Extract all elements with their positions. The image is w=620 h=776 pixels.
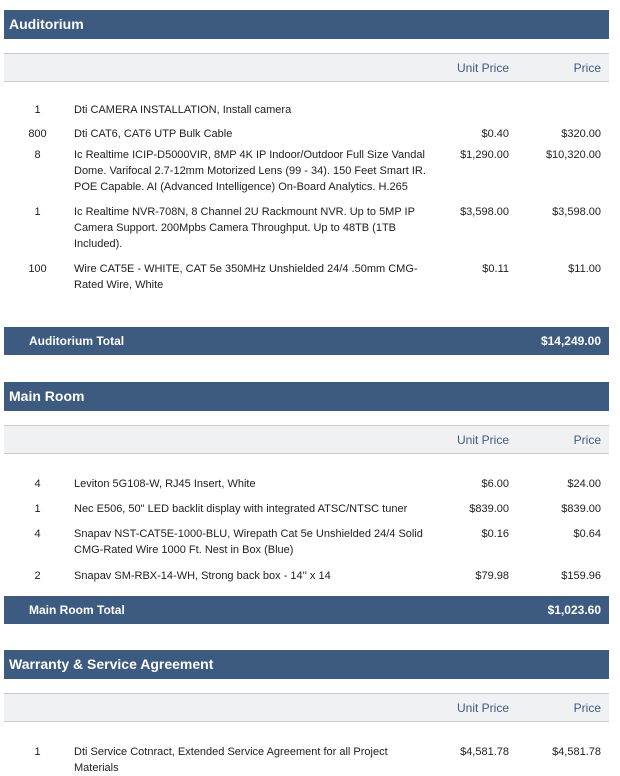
item-unit-price: $6.00 (481, 478, 509, 490)
total-label: Auditorium Total (29, 334, 125, 348)
item-unit-price: $79.98 (475, 570, 509, 582)
column-header (4, 53, 609, 82)
unit-price-header: Unit Price (456, 701, 509, 715)
section-warranty (4, 650, 609, 776)
item-price: $0.64 (573, 528, 601, 540)
total-label: Main Room Total (29, 603, 125, 617)
item-unit-price: $1,290.00 (460, 149, 509, 161)
section-title: Auditorium (4, 10, 609, 39)
column-header (4, 693, 609, 722)
total-amount: $14,249.00 (540, 334, 601, 348)
line-item (4, 102, 609, 118)
line-item (4, 204, 609, 252)
item-price: $839.00 (561, 503, 601, 515)
item-price: $24.00 (567, 478, 601, 490)
line-item (4, 147, 609, 195)
item-qty: 100 (28, 263, 47, 275)
price-header: Price (573, 433, 601, 447)
item-qty: 8 (34, 149, 41, 161)
item-description: Nec E506, 50" LED backlit display with integrated ATSC/NTSC tuner (74, 503, 408, 515)
section-title: Warranty & Service Agreement (4, 650, 609, 679)
line-item (4, 476, 609, 492)
column-header (4, 425, 609, 454)
item-description: Dti Service Cotnract, Extended Service Agreement for all Project Materials (74, 746, 388, 774)
item-unit-price: $0.40 (481, 128, 509, 140)
item-price: $4,581.78 (552, 746, 601, 758)
item-description: Ic Realtime NVR-708N, 8 Channel 2U Rackmount NVR. Up to 5MP IP Camera Support. 200Mpbs Camera Throughput. Up to 48TB (1TB Included). (74, 206, 415, 250)
item-description: Ic Realtime ICIP-D5000VIR, 8MP 4K IP Indoor/Outdoor Full Size Vandal Dome. Varifocal 2.7-12mm Motorized Lens (99 - 34). 150 Feet Smart IR. POE Capable. AI (Advanced Intelligence) On-Board Analytics. H.265 (74, 149, 426, 193)
unit-price-header: Unit Price (456, 61, 509, 75)
item-price: $3,598.00 (552, 206, 601, 218)
item-price: $11.00 (568, 263, 601, 275)
item-qty: 4 (34, 478, 41, 490)
line-item (4, 261, 609, 293)
item-description: Leviton 5G108-W, RJ45 Insert, White (74, 478, 256, 490)
section-title: Main Room (4, 382, 609, 411)
item-price: $159.96 (561, 570, 601, 582)
total-amount: $1,023.60 (547, 603, 601, 617)
section-auditorium (4, 10, 609, 293)
item-description: Wire CAT5E - WHITE, CAT 5e 350MHz Unshielded 24/4 .50mm CMG-Rated Wire, White (74, 263, 418, 291)
line-item (4, 501, 609, 517)
item-qty: 1 (34, 503, 41, 515)
item-description: Snapav NST-CAT5E-1000-BLU, Wirepath Cat 5e Unshielded 24/4 Solid CMG-Rated Wire 1000 Ft. Nest in Box (Blue) (74, 528, 423, 556)
price-header: Price (573, 61, 601, 75)
item-qty: 2 (34, 570, 41, 582)
item-unit-price: $4,581.78 (460, 746, 509, 758)
section-main-room (4, 382, 609, 584)
price-header: Price (573, 701, 601, 715)
item-description: Dti CAT6, CAT6 UTP Bulk Cable (74, 128, 233, 140)
line-item (4, 568, 609, 584)
unit-price-header: Unit Price (456, 433, 509, 447)
item-qty: 1 (34, 746, 41, 758)
item-description: Dti CAMERA INSTALLATION, Install camera (74, 104, 292, 116)
item-unit-price: $3,598.00 (460, 206, 509, 218)
line-item (4, 126, 609, 142)
line-item (4, 744, 609, 776)
section-total-main-room (4, 596, 609, 624)
section-total-auditorium (4, 327, 609, 355)
item-price: $10,320.00 (545, 149, 601, 161)
item-price: $320.00 (561, 128, 601, 140)
item-qty: 4 (34, 528, 41, 540)
item-qty: 800 (28, 128, 47, 140)
item-unit-price: $839.00 (469, 503, 509, 515)
item-unit-price: $0.16 (481, 528, 509, 540)
item-qty: 1 (34, 206, 41, 218)
item-description: Snapav SM-RBX-14-WH, Strong back box - 14'' x 14 (74, 570, 331, 582)
item-qty: 1 (34, 104, 41, 116)
line-item (4, 526, 609, 558)
item-unit-price: $0.11 (482, 263, 509, 275)
